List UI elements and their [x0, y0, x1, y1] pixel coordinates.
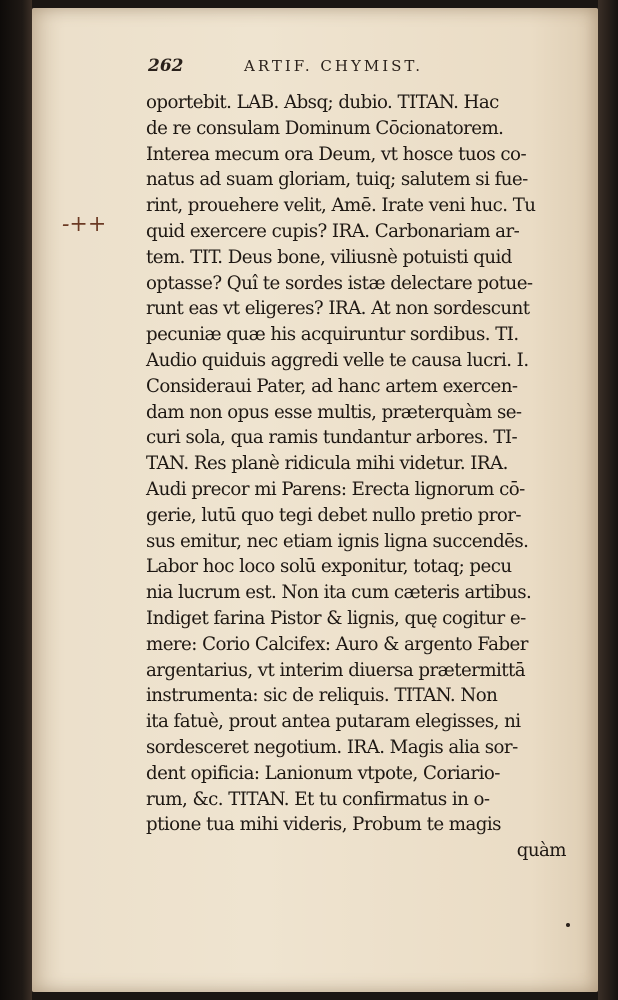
text-line: dent opificia: Lanionum vtpote, Coriario- — [146, 762, 500, 784]
text-line: Audi precor mi Parens: Erecta lignorum cō- — [146, 478, 525, 500]
text-line: Audio quiduis aggredi velle te causa lucri. I. — [146, 349, 529, 371]
text-line: ita fatuè, prout antea putaram elegisses, ni — [146, 711, 521, 733]
text-line: rint, prouehere velit, Amē. Irate veni huc. Tu — [146, 195, 536, 217]
body-text — [146, 90, 586, 864]
text-line: optasse? Quî te sordes istæ delectare potue- — [146, 272, 533, 294]
text-line: de re consulam Dominum Cōcionatorem. — [146, 117, 504, 139]
text-line: Consideraui Pater, ad hanc artem exercen- — [146, 375, 518, 397]
text-line: pecuniæ quæ his acquiruntur sordibus. TI. — [146, 324, 519, 346]
text-line: oportebit. LAB. Absq; dubio. TITAN. Hac — [146, 92, 499, 113]
text-line: tem. TIT. Deus bone, viliusnè potuisti quid — [146, 246, 512, 268]
book-binding-shadow — [0, 0, 32, 1000]
text-line: ptione tua mihi videris, Probum te magis — [146, 814, 501, 836]
running-head — [148, 56, 528, 80]
text-line: argentarius, vt interim diuersa prætermittā — [146, 659, 526, 681]
text-line: instrumenta: sic de reliquis. TITAN. Non — [146, 685, 498, 707]
text-line: rum, &c. TITAN. Et tu confirmatus in o- — [146, 788, 490, 810]
text-line: sus emitur, nec etiam ignis ligna succendēs. — [146, 530, 529, 552]
page-number: 262 — [148, 56, 184, 76]
text-line: Labor hoc loco solū exponitur, totaq; pecu — [146, 556, 512, 578]
text-line: gerie, lutū quo tegi debet nullo pretio pror- — [146, 504, 522, 526]
text-line: natus ad suam gloriam, tuiq; salutem si fue- — [146, 169, 528, 191]
handwritten-margin-note: -++ — [62, 212, 107, 237]
running-title: ARTIF. CHYMIST. — [244, 57, 423, 75]
text-line: TAN. Res planè ridicula mihi videtur. IRA. — [146, 453, 508, 475]
text-line: runt eas vt eligeres? IRA. At non sordescunt — [146, 298, 530, 320]
text-line: dam non opus esse multis, præterquàm se- — [146, 401, 522, 423]
text-line: quid exercere cupis? IRA. Carbonariam ar- — [146, 220, 520, 242]
text-line: mere: Corio Calcifex: Auro & argento Faber — [146, 633, 528, 655]
catchword: quàm — [516, 840, 566, 862]
text-line: Interea mecum ora Deum, vt hosce tuos co- — [146, 143, 527, 165]
page-edge-shadow — [598, 0, 618, 1000]
text-line: sordesceret negotium. IRA. Magis alia sor- — [146, 736, 518, 758]
text-line: curi sola, qua ramis tundantur arbores. TI- — [146, 427, 518, 449]
ink-dot — [566, 923, 570, 927]
text-line: nia lucrum est. Non ita cum cæteris artibus. — [146, 582, 532, 604]
text-line: Indiget farina Pistor & lignis, quę cogitur e- — [146, 607, 526, 629]
